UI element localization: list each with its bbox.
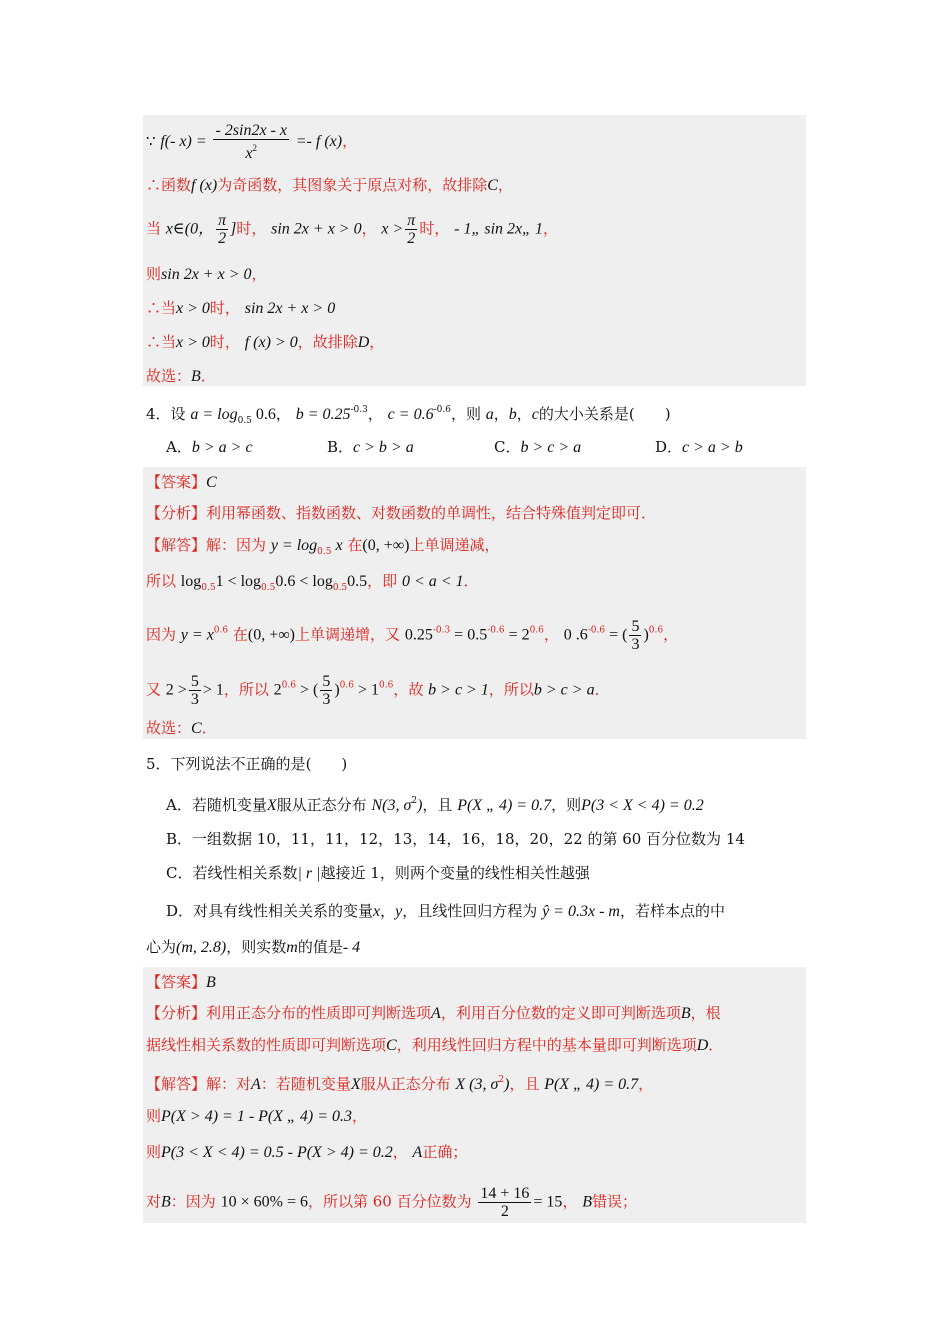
q4-solution-line5: 故选：C．	[146, 719, 217, 737]
question-4-option-c: C．b > c > a	[494, 438, 582, 456]
q4-solution-line4: 又 2 > $\frac{5}{3}$ > 1，所以 $2^{0.6}$ > ( $\frac{5}{3}$ )$^{0.6} > 1^{0.6}$，故 b > c > 1，所以b > c > a．	[146, 673, 610, 708]
q5-solution-line4: 对B：因为 10 × 60% = 6，所以第 60 百分位数为 $\frac{14 + 16}{2}$ = 15， B错误；	[146, 1185, 638, 1220]
question-4-option-a: A．b > a > c	[166, 438, 253, 456]
b1-line5: ∴当x > 0时， sin 2x + x > 0	[146, 299, 336, 317]
question-4-option-b: B．c > b > a	[327, 438, 414, 456]
q4-solution-line1: 【解答】解：因为 $y = \log_{0.5} x$ 在(0, +∞)上单调递减，	[146, 536, 500, 557]
q4-answer: 【答案】C	[146, 473, 217, 491]
question-5-option-c: C．若线性相关系数| r |越接近 1，则两个变量的线性相关性越强	[166, 864, 590, 882]
b1-line7: 故选：B．	[146, 367, 216, 385]
question-5-option-b: B．一组数据 10，11，11，12，13，14，16，18，20，22 的第 60 百分位数为 14	[166, 830, 745, 848]
q5-analysis-line2: 据线性相关系数的性质即可判断选项C，利用线性回归方程中的基本量即可判断选项D．	[146, 1036, 724, 1054]
math-expr: f(- x) =	[160, 133, 207, 150]
question-5-option-a: A．若随机变量X服从正态分布 N(3, $\sigma^2$)，且 P(X „ 4) = 0.7，则P(3 < X < 4) = 0.2	[166, 796, 704, 814]
q4-analysis: 【分析】利用幂函数、指数函数、对数函数的单调性，结合特殊值判定即可．	[146, 504, 657, 522]
question-4-stem: 4．设 $a = \log_{0.5} 0.6$， $b = 0.25^{-0.3}$， $c = 0.6^{-0.6}$，则 a，b，c的大小关系是( )	[146, 405, 671, 426]
question-5-option-d-cont: 心为(m, 2.8)，则实数m的值是- 4	[146, 938, 361, 956]
fraction: $\frac{- 2\sin 2x - x}{x^2}$	[215, 122, 287, 162]
q5-solution-line2: 则P(X > 4) = 1 - P(X „ 4) = 0.3，	[146, 1107, 368, 1125]
q5-solution-line3: 则P(3 < X < 4) = 0.5 - P(X > 4) = 0.2， A正确；	[146, 1143, 468, 1161]
question-5-option-d: D．对具有线性相关关系的变量x，y，且线性回归方程为 ŷ = 0.3x - m，若样本点的中	[166, 902, 725, 920]
q4-solution-line2: 所以 $\log_{0.5}1 < \log_{0.5}0.6 < \log_{0.5}0.5$，即 0 < a < 1．	[146, 572, 479, 593]
q5-answer: 【答案】B	[146, 973, 216, 991]
question-4-option-d: D．c > a > b	[655, 438, 743, 456]
q5-solution-line1: 【解答】解：对A：若随机变量X服从正态分布 X (3, $\sigma^2$)，且 P(X „ 4) = 0.7，	[146, 1075, 654, 1093]
b1-line2: ∴函数f (x)为奇函数，其图象关于原点对称，故排除C，	[146, 176, 513, 194]
question-5-stem: 5．下列说法不正确的是( )	[146, 755, 348, 773]
b1-line6: ∴当x > 0时， f (x) > 0，故排除D，	[146, 333, 385, 351]
math-expr: =- f (x)	[295, 133, 343, 150]
b1-line4: 则sin 2x + x > 0，	[146, 265, 267, 283]
b1-line3: 当 x∈(0， $\frac{\pi}{2}$ ]时， sin 2x + x > 0， x > $\frac{\pi}{2}$ 时， - 1„ sin 2x„ 1，	[146, 212, 559, 247]
because-symbol: ∵	[146, 132, 156, 150]
q5-analysis-line1: 【分析】利用正态分布的性质即可判断选项A，利用百分位数的定义即可判断选项B，根	[146, 1004, 721, 1022]
q4-solution-line3: 因为 $y = x^{0.6}$ 在(0, +∞)上单调递增，又 $0.25^{-0.3} = 0.5^{-0.6} = 2^{0.6}$， 0 $.6^{-0.6}$ = ( $\frac{5}{3}$ )$^{0.6}$，	[146, 618, 679, 653]
b1-line1: ∵ f(- x) = $\frac{- 2\sin 2x - x}{x^2}$ =- f (x)，	[146, 122, 358, 162]
